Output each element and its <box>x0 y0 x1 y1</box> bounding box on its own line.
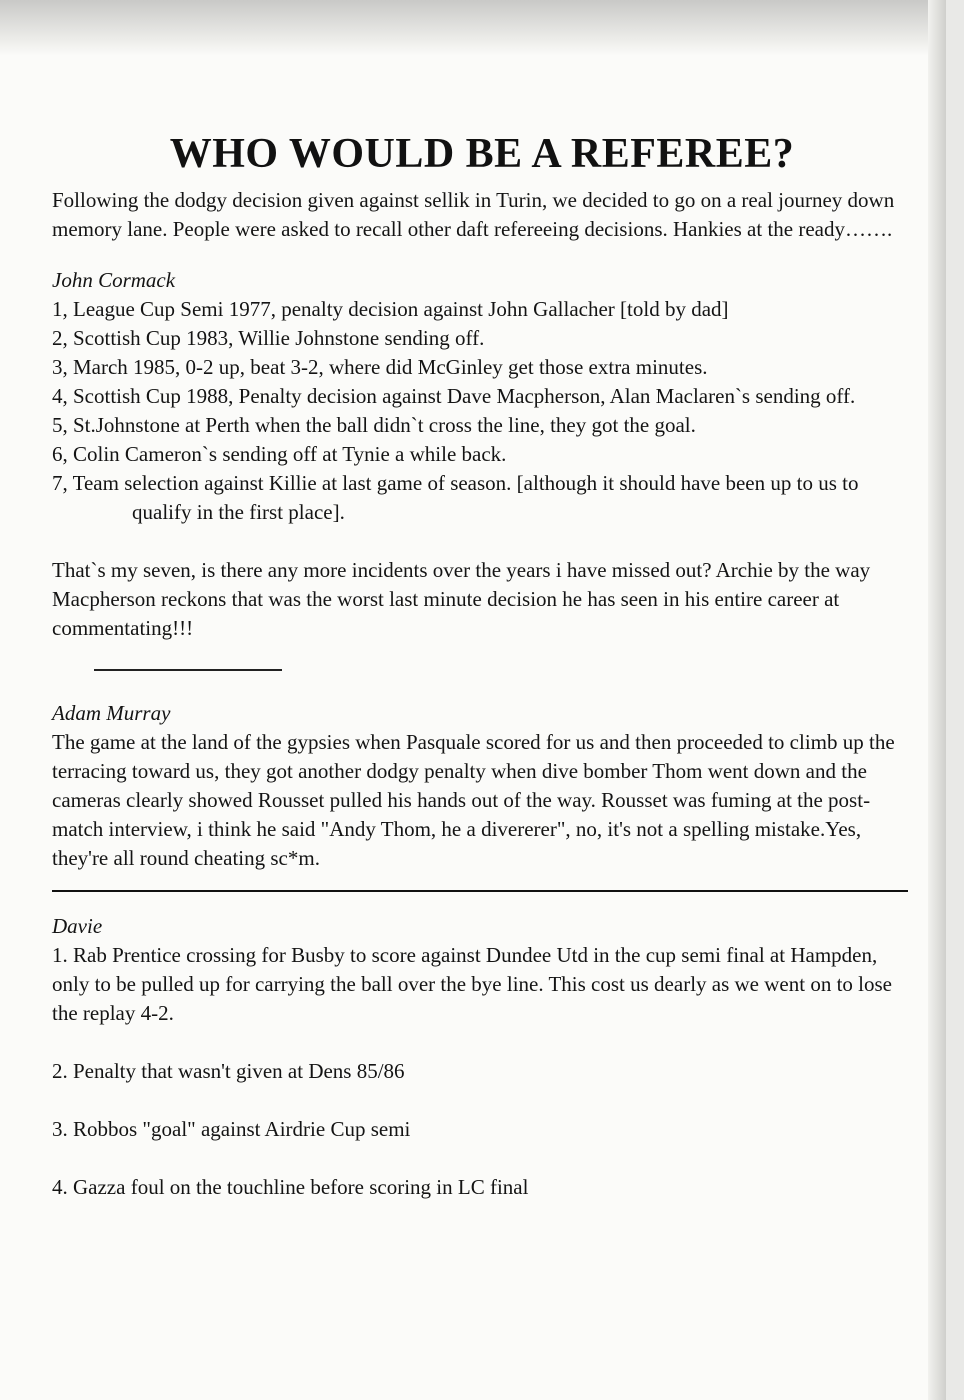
section-davie <box>52 912 912 1202</box>
list-item: 2. Penalty that wasn't given at Dens 85/86 <box>52 1058 405 1083</box>
page-shadow-top <box>0 0 946 56</box>
author-name: Adam Murray <box>52 700 171 725</box>
list-item: 1, League Cup Semi 1977, penalty decision against John Gallacher [told by dad] <box>52 297 729 321</box>
article <box>52 128 912 1202</box>
list-item: 7, Team selection against Killie at last game of season. [although it should have been up to us to qualify in the first place]. <box>52 471 859 524</box>
incident-list <box>52 295 912 527</box>
section-paragraph: The game at the land of the gypsies when Pasquale scored for us and then proceeded to climb up the terracing toward us, they got another dodgy penalty when dive bomber Thom went down and the cameras clearly showed Rousset pulled his hands out of the way. Rousset was fuming at the post-match interview, i think he said "Andy Thom, he a divererer", no, it's not a spelling mistake.Yes, they're all round cheating sc*m. <box>52 729 895 870</box>
article-title: WHO WOULD BE A REFEREE? <box>169 131 795 177</box>
list-item: 4. Gazza foul on the touchline before scoring in LC final <box>52 1174 529 1199</box>
list-item: 3. Robbos "goal" against Airdrie Cup semi <box>52 1116 411 1141</box>
author-name: John Cormack <box>52 268 176 292</box>
list-item: 4, Scottish Cup 1988, Penalty decision against Dave Macpherson, Alan Maclaren`s sending off. <box>52 384 856 408</box>
page-shadow-right <box>928 0 946 1400</box>
divider <box>94 669 282 671</box>
list-item: 2, Scottish Cup 1983, Willie Johnstone sending off. <box>52 326 485 350</box>
list-item: 3, March 1985, 0-2 up, beat 3-2, where did McGinley get those extra minutes. <box>52 355 708 379</box>
closing-paragraph: That`s my seven, is there any more incidents over the years i have missed out? Archie by the way Macpherson reckons that was the worst last minute decision he has seen in his entire career at commentating!!! <box>52 558 871 640</box>
section-john-cormack <box>52 266 912 643</box>
list-item: 6, Colin Cameron`s sending off at Tynie a while back. <box>52 442 507 466</box>
divider <box>52 890 908 892</box>
author-name: Davie <box>52 913 103 938</box>
section-adam-murray <box>52 699 912 873</box>
article-intro: Following the dodgy decision given against sellik in Turin, we decided to go on a real journey down memory lane. People were asked to recall other daft refereeing decisions. Hankies at the ready……. <box>52 188 895 241</box>
list-item: 5, St.Johnstone at Perth when the ball didn`t cross the line, they got the goal. <box>52 413 696 437</box>
list-item: 1. Rab Prentice crossing for Busby to score against Dundee Utd in the cup semi final at Hampden, only to be pulled up for carrying the ball over the bye line. This cost us dearly as we went on to lose the replay 4-2. <box>52 942 892 1025</box>
